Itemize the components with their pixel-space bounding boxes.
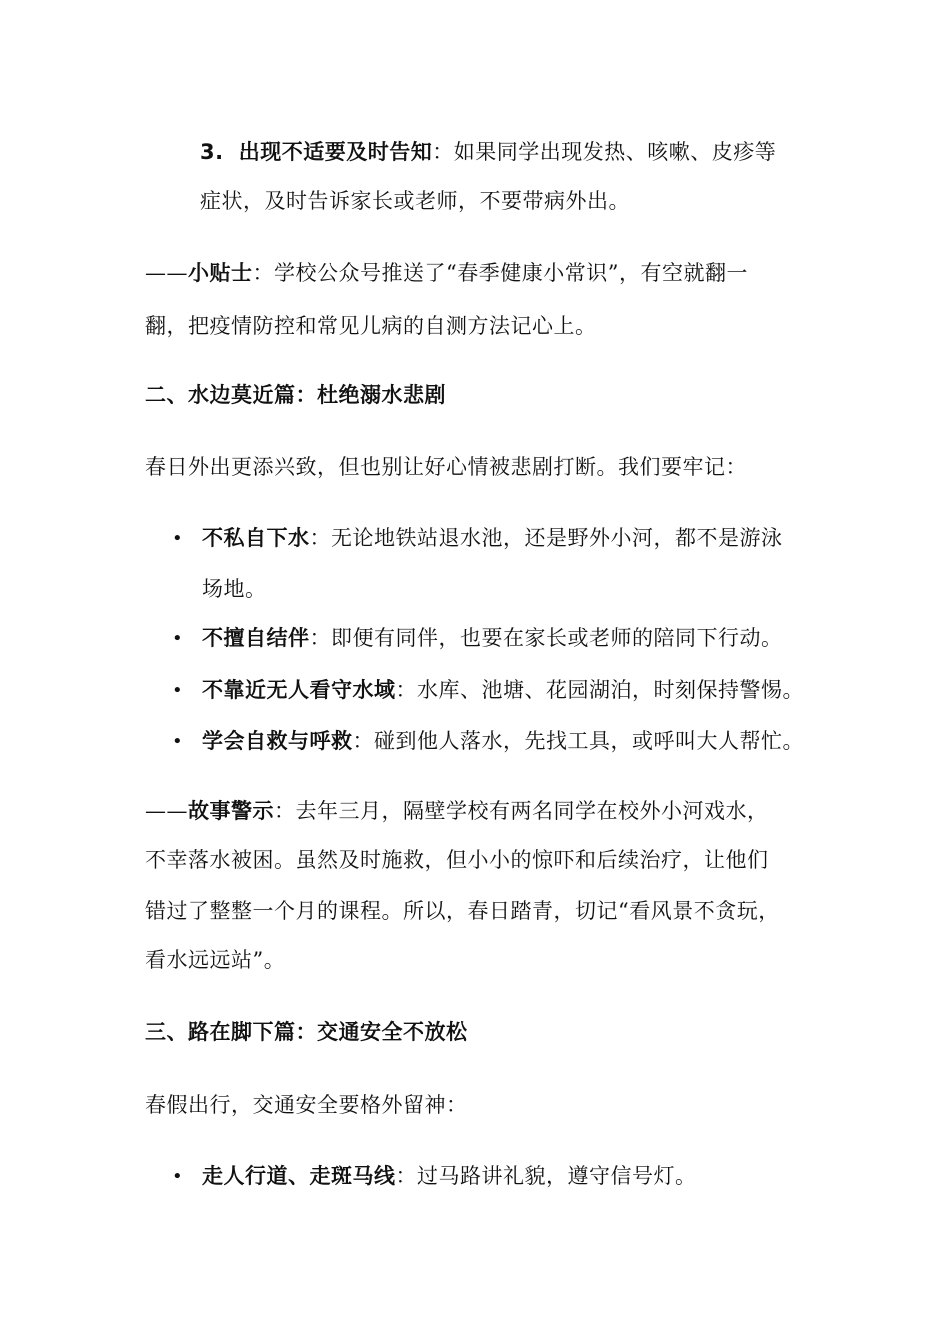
story-dash: ——: [145, 799, 188, 823]
bullet-title: 学会自救与呼救: [202, 729, 353, 753]
tip-dash: ——: [145, 261, 188, 285]
section-3-heading: 三、路在脚下篇：交通安全不放松: [145, 1020, 468, 1044]
item-text: ：如果同学出现发热、咳嗽、皮疹等: [432, 140, 777, 164]
bullet-title: 不擅自结伴: [202, 626, 310, 650]
story-line-1: [145, 796, 769, 826]
tip-line-1: [145, 258, 748, 288]
story-line-4: 看水远远站”。: [145, 948, 286, 972]
story-text: ：去年三月，隔壁学校有两名同学在校外小河戏水，: [274, 799, 769, 823]
section-2-intro: 春日外出更添兴致，但也别让好心情被悲剧打断。我们要牢记：: [145, 455, 747, 479]
bullet-dot: •: [172, 628, 183, 649]
tip-title: 小贴士: [188, 261, 253, 285]
story-line-3: 错过了整整一个月的课程。所以，春日踏青，切记“看风景不贪玩，: [145, 899, 780, 923]
bullet-item-5: [202, 1161, 697, 1191]
item-title: 出现不适要及时告知: [238, 140, 433, 164]
list-item-3-line-2: 症状，及时告诉家长或老师，不要带病外出。: [200, 189, 630, 213]
bullet-text: ：碰到他人落水，先找工具，或呼叫大人帮忙。: [352, 729, 804, 753]
bullet-item-2: [202, 623, 783, 653]
bullet-item-3: [202, 675, 804, 705]
item-number: 3.: [200, 140, 224, 164]
bullet-title: 不私自下水: [202, 526, 310, 550]
bullet-dot: •: [172, 1166, 183, 1187]
bullet-dot: •: [172, 731, 183, 752]
bullet-text: ：水库、池塘、花园湖泊，时刻保持警惕。: [395, 678, 804, 702]
bullet-text: ：即便有同伴，也要在家长或老师的陪同下行动。: [309, 626, 783, 650]
bullet-item-4: [202, 726, 804, 756]
bullet-text: ：无论地铁站退水池，还是野外小河，都不是游泳: [309, 526, 783, 550]
list-item-3-line-1: [200, 137, 776, 167]
bullet-text: ：过马路讲礼貌，遵守信号灯。: [395, 1164, 697, 1188]
tip-line-2: 翻，把疫情防控和常见儿病的自测方法记心上。: [145, 314, 597, 338]
section-2-heading: 二、水边莫近篇：杜绝溺水悲剧: [145, 383, 446, 407]
bullet-title: 走人行道、走斑马线: [202, 1164, 396, 1188]
bullet-title: 不靠近无人看守水域: [202, 678, 396, 702]
bullet-item-1-line-1: [202, 523, 783, 553]
section-3-intro: 春假出行，交通安全要格外留神：: [145, 1093, 468, 1117]
bullet-dot: •: [172, 680, 183, 701]
story-title: 故事警示: [188, 799, 274, 823]
bullet-item-1-line-2: 场地。: [202, 577, 267, 601]
story-line-2: 不幸落水被困。虽然及时施救，但小小的惊吓和后续治疗，让他们: [145, 848, 769, 872]
tip-text: ：学校公众号推送了“春季健康小常识”，有空就翻一: [252, 261, 748, 285]
bullet-dot: •: [172, 528, 183, 549]
